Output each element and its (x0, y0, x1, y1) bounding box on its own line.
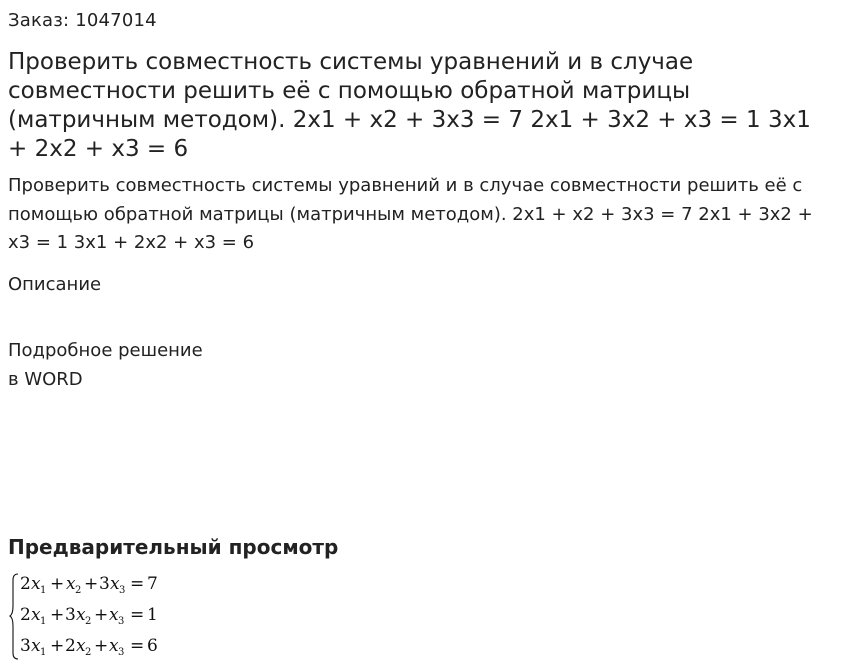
eq2-var3: x (109, 605, 119, 625)
eq3-var3: x (109, 636, 119, 656)
eq1-coef3: 3 (99, 574, 110, 594)
eq3-sub3: 3 (118, 647, 125, 658)
eq2-sub2: 2 (85, 616, 92, 627)
equation-row-2 (20, 605, 158, 627)
description-heading: Описание (8, 274, 102, 295)
eq3-sub1: 1 (40, 647, 47, 658)
solution-note (8, 336, 203, 394)
eq2-rhs: 1 (147, 605, 158, 625)
eq1-op1: + (50, 574, 65, 594)
preview-heading: Предварительный просмотр (8, 535, 339, 559)
eq1-rhs: 7 (147, 574, 158, 594)
equation-system-figure (9, 570, 179, 665)
eq1-sub2: 2 (75, 585, 82, 596)
eq2-coef2: 3 (65, 605, 76, 625)
eq2-sub1: 1 (40, 616, 47, 627)
preview-image (9, 570, 179, 665)
eq3-coef1: 3 (20, 636, 31, 656)
eq3-rhs: 6 (147, 636, 158, 656)
eq1-var2: x (66, 574, 76, 594)
eq2-var2: x (76, 605, 86, 625)
eq1-coef1: 2 (20, 574, 31, 594)
left-brace-icon (10, 574, 18, 659)
solution-line-1: Подробное решение (8, 340, 203, 361)
eq1-sub3: 3 (119, 585, 126, 596)
eq1-var3: x (110, 574, 120, 594)
solution-line-2: в WORD (8, 369, 83, 390)
eq1-equals: = (130, 574, 145, 594)
eq2-coef1: 2 (20, 605, 31, 625)
order-number: Заказ: 1047014 (8, 10, 157, 31)
task-description: Проверить совместность системы уравнений и в случае совместности решить её с помощью обратной матрицы (матричным методом). 2x1 + x2 + 3x3 = 7 2x1 + 3x2 + x3 = 1 3x1 + 2x2 + x3 = 6 (8, 175, 813, 253)
eq1-sub1: 1 (40, 585, 47, 596)
eq3-sub2: 2 (85, 647, 92, 658)
eq3-coef2: 2 (65, 636, 76, 656)
eq3-op1: + (50, 636, 65, 656)
eq3-var1: x (31, 636, 41, 656)
eq2-sub3: 3 (118, 616, 125, 627)
equation-row-3 (20, 636, 158, 658)
equation-row-1 (20, 574, 158, 596)
eq2-op2: + (94, 605, 109, 625)
eq1-var1: x (31, 574, 41, 594)
eq2-op1: + (50, 605, 65, 625)
page-title: Проверить совместность системы уравнений и в случае совместности решить её с помощью обратной матрицы (матричным методом). 2x1 + x2 + 3x3 = 7 2x1 + 3x2 + x3 = 1 3x1 + 2x2 + x3 = 6 (8, 49, 811, 162)
eq3-equals: = (130, 636, 145, 656)
eq3-op2: + (94, 636, 109, 656)
eq1-op2: + (84, 574, 99, 594)
eq2-equals: = (130, 605, 145, 625)
eq3-var2: x (76, 636, 86, 656)
eq2-var1: x (31, 605, 41, 625)
